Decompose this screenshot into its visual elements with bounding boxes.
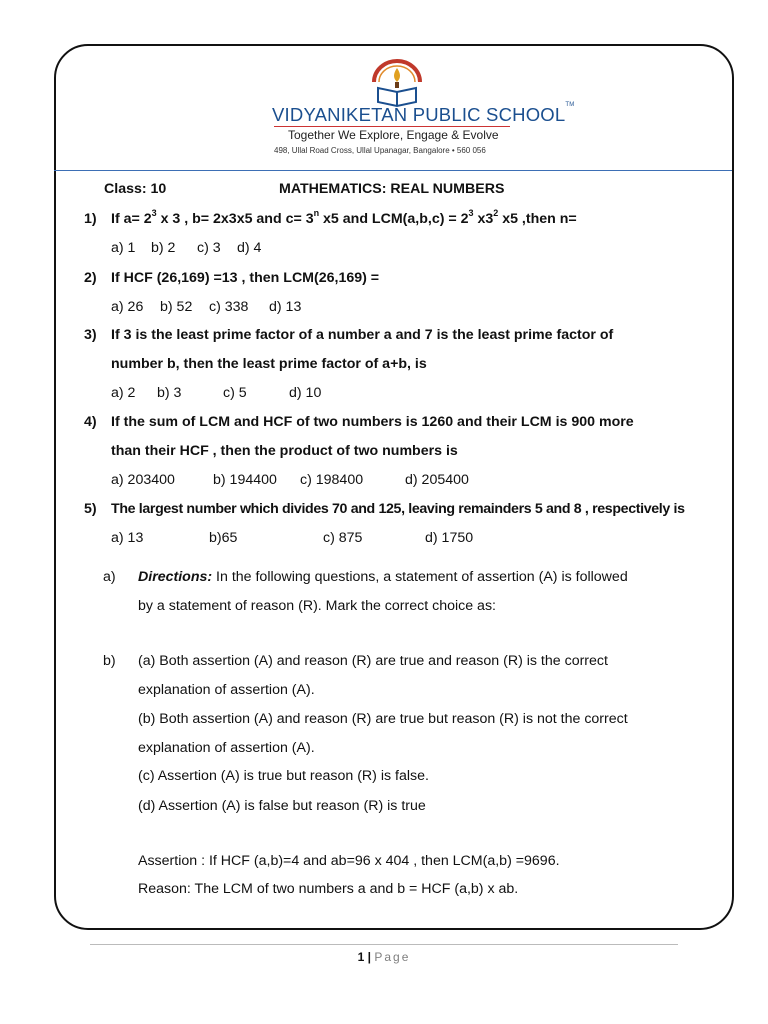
- question-text-line-2: than their HCF , then the product of two numbers is: [111, 443, 458, 459]
- question-number: 1): [84, 211, 97, 227]
- option-b: b) 52: [160, 299, 193, 315]
- option-b: b) 194400: [213, 472, 277, 488]
- footer-separator: |: [367, 950, 371, 964]
- question-text: The largest number which divides 70 and 125, leaving remainders 5 and 8 , respectively is: [111, 501, 685, 517]
- school-address: 498, Ullal Road Cross, Ullal Upanagar, Bangalore • 560 056: [274, 146, 486, 155]
- subject-title: MATHEMATICS: REAL NUMBERS: [279, 181, 505, 197]
- school-name-underline: [274, 126, 510, 127]
- directions-label: Directions:: [138, 569, 213, 585]
- question-text-line-1: If 3 is the least prime factor of a number a and 7 is the least prime factor of: [111, 327, 614, 343]
- option-d: d) 13: [269, 299, 302, 315]
- option-d: d) 205400: [405, 472, 469, 488]
- option-a: a) 13: [111, 530, 144, 546]
- choice-line: (c) Assertion (A) is true but reason (R) is false.: [138, 768, 429, 784]
- reason-statement: Reason: The LCM of two numbers a and b = HCF (a,b) x ab.: [138, 881, 519, 897]
- question-text: If HCF (26,169) =13 , then LCM(26,169) =: [111, 270, 380, 286]
- question-number: 4): [84, 414, 97, 430]
- option-c: c) 338: [209, 299, 249, 315]
- class-label: Class: 10: [104, 181, 167, 197]
- choice-line: (a) Both assertion (A) and reason (R) are true and reason (R) is the correct: [138, 653, 608, 669]
- option-b: b) 2: [151, 240, 176, 256]
- choice-line: explanation of assertion (A).: [138, 682, 315, 698]
- option-c: c) 875: [323, 530, 363, 546]
- option-c: c) 3: [197, 240, 221, 256]
- option-a: a) 1: [111, 240, 136, 256]
- header-divider: [54, 170, 732, 171]
- assertion-statement: Assertion : If HCF (a,b)=4 and ab=96 x 404 , then LCM(a,b) =9696.: [138, 853, 560, 869]
- directions-line-1: Directions: In the following questions, a statement of assertion (A) is followed: [138, 569, 628, 585]
- page-word: Page: [374, 950, 411, 964]
- option-a: a) 26: [111, 299, 144, 315]
- option-b: b)65: [209, 530, 238, 546]
- page-number: 1: [357, 950, 365, 964]
- question-number: 5): [84, 501, 97, 517]
- option-c: c) 198400: [300, 472, 364, 488]
- school-tagline: Together We Explore, Engage & Evolve: [288, 128, 499, 142]
- option-d: d) 1750: [425, 530, 474, 546]
- question-text-line-2: number b, then the least prime factor of a+b, is: [111, 356, 427, 372]
- question-number: 2): [84, 270, 97, 286]
- choice-line: explanation of assertion (A).: [138, 740, 315, 756]
- question-number: 3): [84, 327, 97, 343]
- choices-marker: b): [103, 653, 116, 669]
- directions-line-2: by a statement of reason (R). Mark the correct choice as:: [138, 598, 496, 614]
- option-d: d) 4: [237, 240, 262, 256]
- directions-marker: a): [103, 569, 116, 585]
- school-logo: [368, 58, 426, 108]
- option-d: d) 10: [289, 385, 322, 401]
- question-text: If $a= 2^3$ x 3 , b= 2x3x5 and $c= 3^n$ x5 and $LCM(a,b,c) = 2^3$ $x3^2$ x5 ,then n=: [111, 208, 577, 227]
- footer-divider: [90, 944, 678, 945]
- choice-line: (d) Assertion (A) is false but reason (R) is true: [138, 798, 426, 814]
- page-footer: [0, 950, 768, 964]
- option-c: c) 5: [223, 385, 247, 401]
- question-text-line-1: If the sum of LCM and HCF of two numbers is 1260 and their LCM is 900 more: [111, 414, 634, 430]
- option-a: a) 203400: [111, 472, 175, 488]
- school-name: VIDYANIKETAN PUBLIC SCHOOL™: [272, 102, 575, 125]
- option-a: a) 2: [111, 385, 136, 401]
- choice-line: (b) Both assertion (A) and reason (R) are true but reason (R) is not the correct: [138, 711, 628, 727]
- option-b: b) 3: [157, 385, 182, 401]
